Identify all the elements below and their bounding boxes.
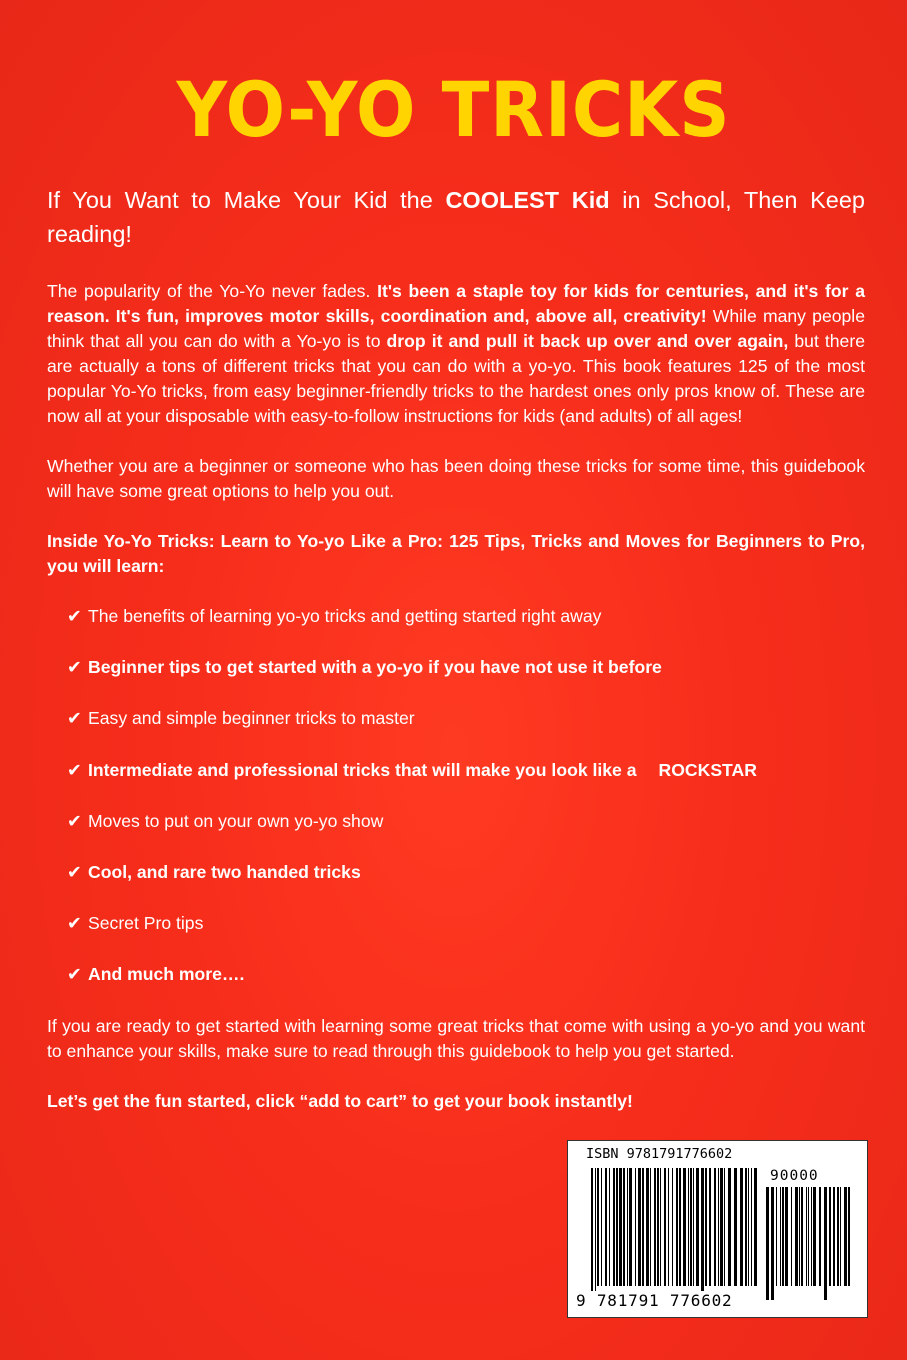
back-cover-text: [47, 183, 865, 1139]
barcode-bar: [679, 1168, 681, 1286]
barcode-bar: [844, 1187, 847, 1286]
barcode-bar: [833, 1187, 835, 1286]
barcode-bar: [609, 1168, 610, 1286]
barcode-number: 9 781791 776602: [576, 1291, 733, 1310]
checkmark-icon: ✔: [67, 709, 82, 730]
barcode-bar: [751, 1168, 752, 1286]
barcode-bar: [664, 1168, 666, 1286]
barcode-bar: [601, 1168, 602, 1286]
list-item: ✔ Intermediate and professional tricks that will make you look like a ROCKSTAR: [67, 758, 865, 784]
list-item: ✔ Cool, and rare two handed tricks: [67, 860, 865, 886]
barcode-bar: [642, 1168, 644, 1286]
barcode-bar: [728, 1168, 731, 1286]
list-item: ✔ And much more….: [67, 962, 865, 988]
barcode-bar: [668, 1168, 669, 1286]
barcode-bar: [808, 1187, 809, 1286]
price-addon-label: 90000: [770, 1168, 819, 1184]
barcode-bar: [638, 1168, 641, 1286]
barcode-bar: [619, 1168, 622, 1286]
barcode-bar: [646, 1168, 649, 1286]
barcode-bar: [660, 1168, 661, 1286]
barcode-bar: [672, 1168, 673, 1286]
barcode-bar: [813, 1187, 816, 1286]
barcode-bar: [740, 1168, 743, 1286]
ean-barcode-bars: [591, 1168, 759, 1300]
barcode-bar: [771, 1187, 774, 1300]
list-item: ✔ Secret Pro tips: [67, 911, 865, 937]
isbn-barcode: [567, 1140, 868, 1318]
list-item: ✔ Moves to put on your own yo-yo show: [67, 809, 865, 835]
headline-text: If You Want to Make Your Kid the: [47, 187, 446, 213]
checkmark-icon: ✔: [67, 811, 82, 832]
barcode-bar: [824, 1187, 827, 1300]
barcode-bar: [745, 1168, 747, 1286]
barcode-bar: [688, 1168, 689, 1286]
isbn-label: ISBN 9781791776602: [586, 1146, 733, 1162]
barcode-bar: [701, 1168, 704, 1300]
barcode-bar: [795, 1187, 798, 1286]
intro-paragraph: [47, 279, 865, 429]
barcode-bar: [799, 1187, 800, 1286]
list-item: ✔ Beginner tips to get started with a yo-yo if you have not use it before: [67, 655, 865, 681]
barcode-bar: [848, 1187, 850, 1286]
barcode-bar: [657, 1168, 659, 1286]
barcode-bar: [754, 1168, 757, 1286]
headline-text-end: in School, Then Keep reading!: [47, 187, 865, 247]
barcode-bar: [597, 1168, 599, 1286]
barcode-bar: [627, 1168, 628, 1286]
book-title: YO-YO TRICKS: [176, 65, 731, 154]
barcode-bar: [714, 1168, 716, 1286]
barcode-bar: [605, 1168, 607, 1286]
barcode-bar: [693, 1168, 694, 1286]
barcode-bar: [748, 1168, 749, 1286]
barcode-bar: [595, 1168, 596, 1300]
checkmark-icon: ✔: [67, 658, 82, 679]
intro-text-2: While many people think that all you can do with a Yo-yo is to: [47, 306, 865, 351]
rockstar-text: ROCKSTAR: [658, 759, 757, 780]
learn-list: [67, 604, 865, 988]
barcode-bar: [720, 1168, 723, 1286]
barcode-bar: [724, 1168, 725, 1286]
call-to-action: Let’s get the fun started, click “add to cart” to get your book instantly!: [47, 1090, 633, 1111]
barcode-bar: [780, 1187, 781, 1286]
barcode-bar: [613, 1168, 615, 1286]
barcode-bar: [705, 1168, 707, 1286]
barcode-bar: [709, 1168, 711, 1286]
addon-barcode-bars: [766, 1187, 850, 1300]
checkmark-icon: ✔: [67, 607, 82, 627]
barcode-bar: [650, 1168, 651, 1286]
barcode-bar: [811, 1187, 812, 1286]
barcode-bar: [791, 1187, 792, 1286]
headline: [47, 183, 865, 251]
barcode-bar: [829, 1187, 831, 1286]
barcode-bar: [837, 1187, 839, 1286]
checkmark-icon: ✔: [67, 760, 82, 781]
headline-emphasis: COOLEST Kid: [445, 187, 610, 213]
ready-paragraph: If you are ready to get started with learning some great tricks that come with using a yo-yo and you want to enhance your skills, make sure to read through this guidebook to help you get started.: [47, 1015, 865, 1061]
barcode-bar: [718, 1168, 719, 1286]
list-item: ✔ Easy and simple beginner tricks to master: [67, 706, 865, 732]
barcode-bar: [806, 1187, 807, 1286]
intro-text-3: but there are actually a tons of different tricks that you can do with a yo-yo. This book features 125 of the most popular Yo-Yo tricks, from easy beginner-friendly tricks to the hardest ones only pros know of. These are now all at your disposable with easy-to-follow instructions for kids (and adults) of all ages!: [47, 331, 865, 426]
whether-paragraph: Whether you are a beginner or someone who has been doing these tricks for some time, this guidebook will have some great options to help you out.: [47, 456, 865, 501]
intro-text-1: The popularity of the Yo-Yo never fades.: [47, 281, 378, 301]
checkmark-icon: ✔: [67, 862, 82, 883]
barcode-bar: [696, 1168, 699, 1286]
intro-bold-2: drop it and pull it back up over and over again,: [386, 331, 789, 351]
inside-heading: Inside Yo-Yo Tricks: Learn to Yo-yo Like a Pro: 125 Tips, Tricks and Moves for Beginners to Pro, you will learn:: [47, 531, 865, 576]
barcode-bar: [840, 1187, 841, 1286]
barcode-bar: [629, 1168, 632, 1286]
barcode-bar: [676, 1168, 678, 1286]
barcode-bar: [801, 1187, 803, 1286]
barcode-bar: [734, 1168, 737, 1286]
barcode-bar: [623, 1168, 625, 1286]
barcode-bar: [785, 1187, 788, 1286]
checkmark-icon: ✔: [67, 914, 82, 935]
barcode-bar: [591, 1168, 593, 1300]
intro-bold-1: It's been a staple toy for kids for centuries, and it's for a reason. It's fun, improves motor skills, coordination and, above all, creativity!: [47, 281, 865, 326]
barcode-bar: [690, 1168, 692, 1286]
barcode-bar: [683, 1168, 686, 1286]
barcode-bar: [782, 1187, 784, 1286]
barcode-bar: [819, 1187, 821, 1286]
checkmark-icon: ✔: [67, 965, 82, 986]
list-item: ✔ The benefits of learning yo-yo tricks and getting started right away: [67, 604, 865, 630]
barcode-bar: [616, 1168, 618, 1286]
barcode-bar: [766, 1187, 769, 1300]
barcode-bar: [635, 1168, 636, 1286]
barcode-bar: [654, 1168, 656, 1286]
barcode-bar: [776, 1187, 777, 1286]
